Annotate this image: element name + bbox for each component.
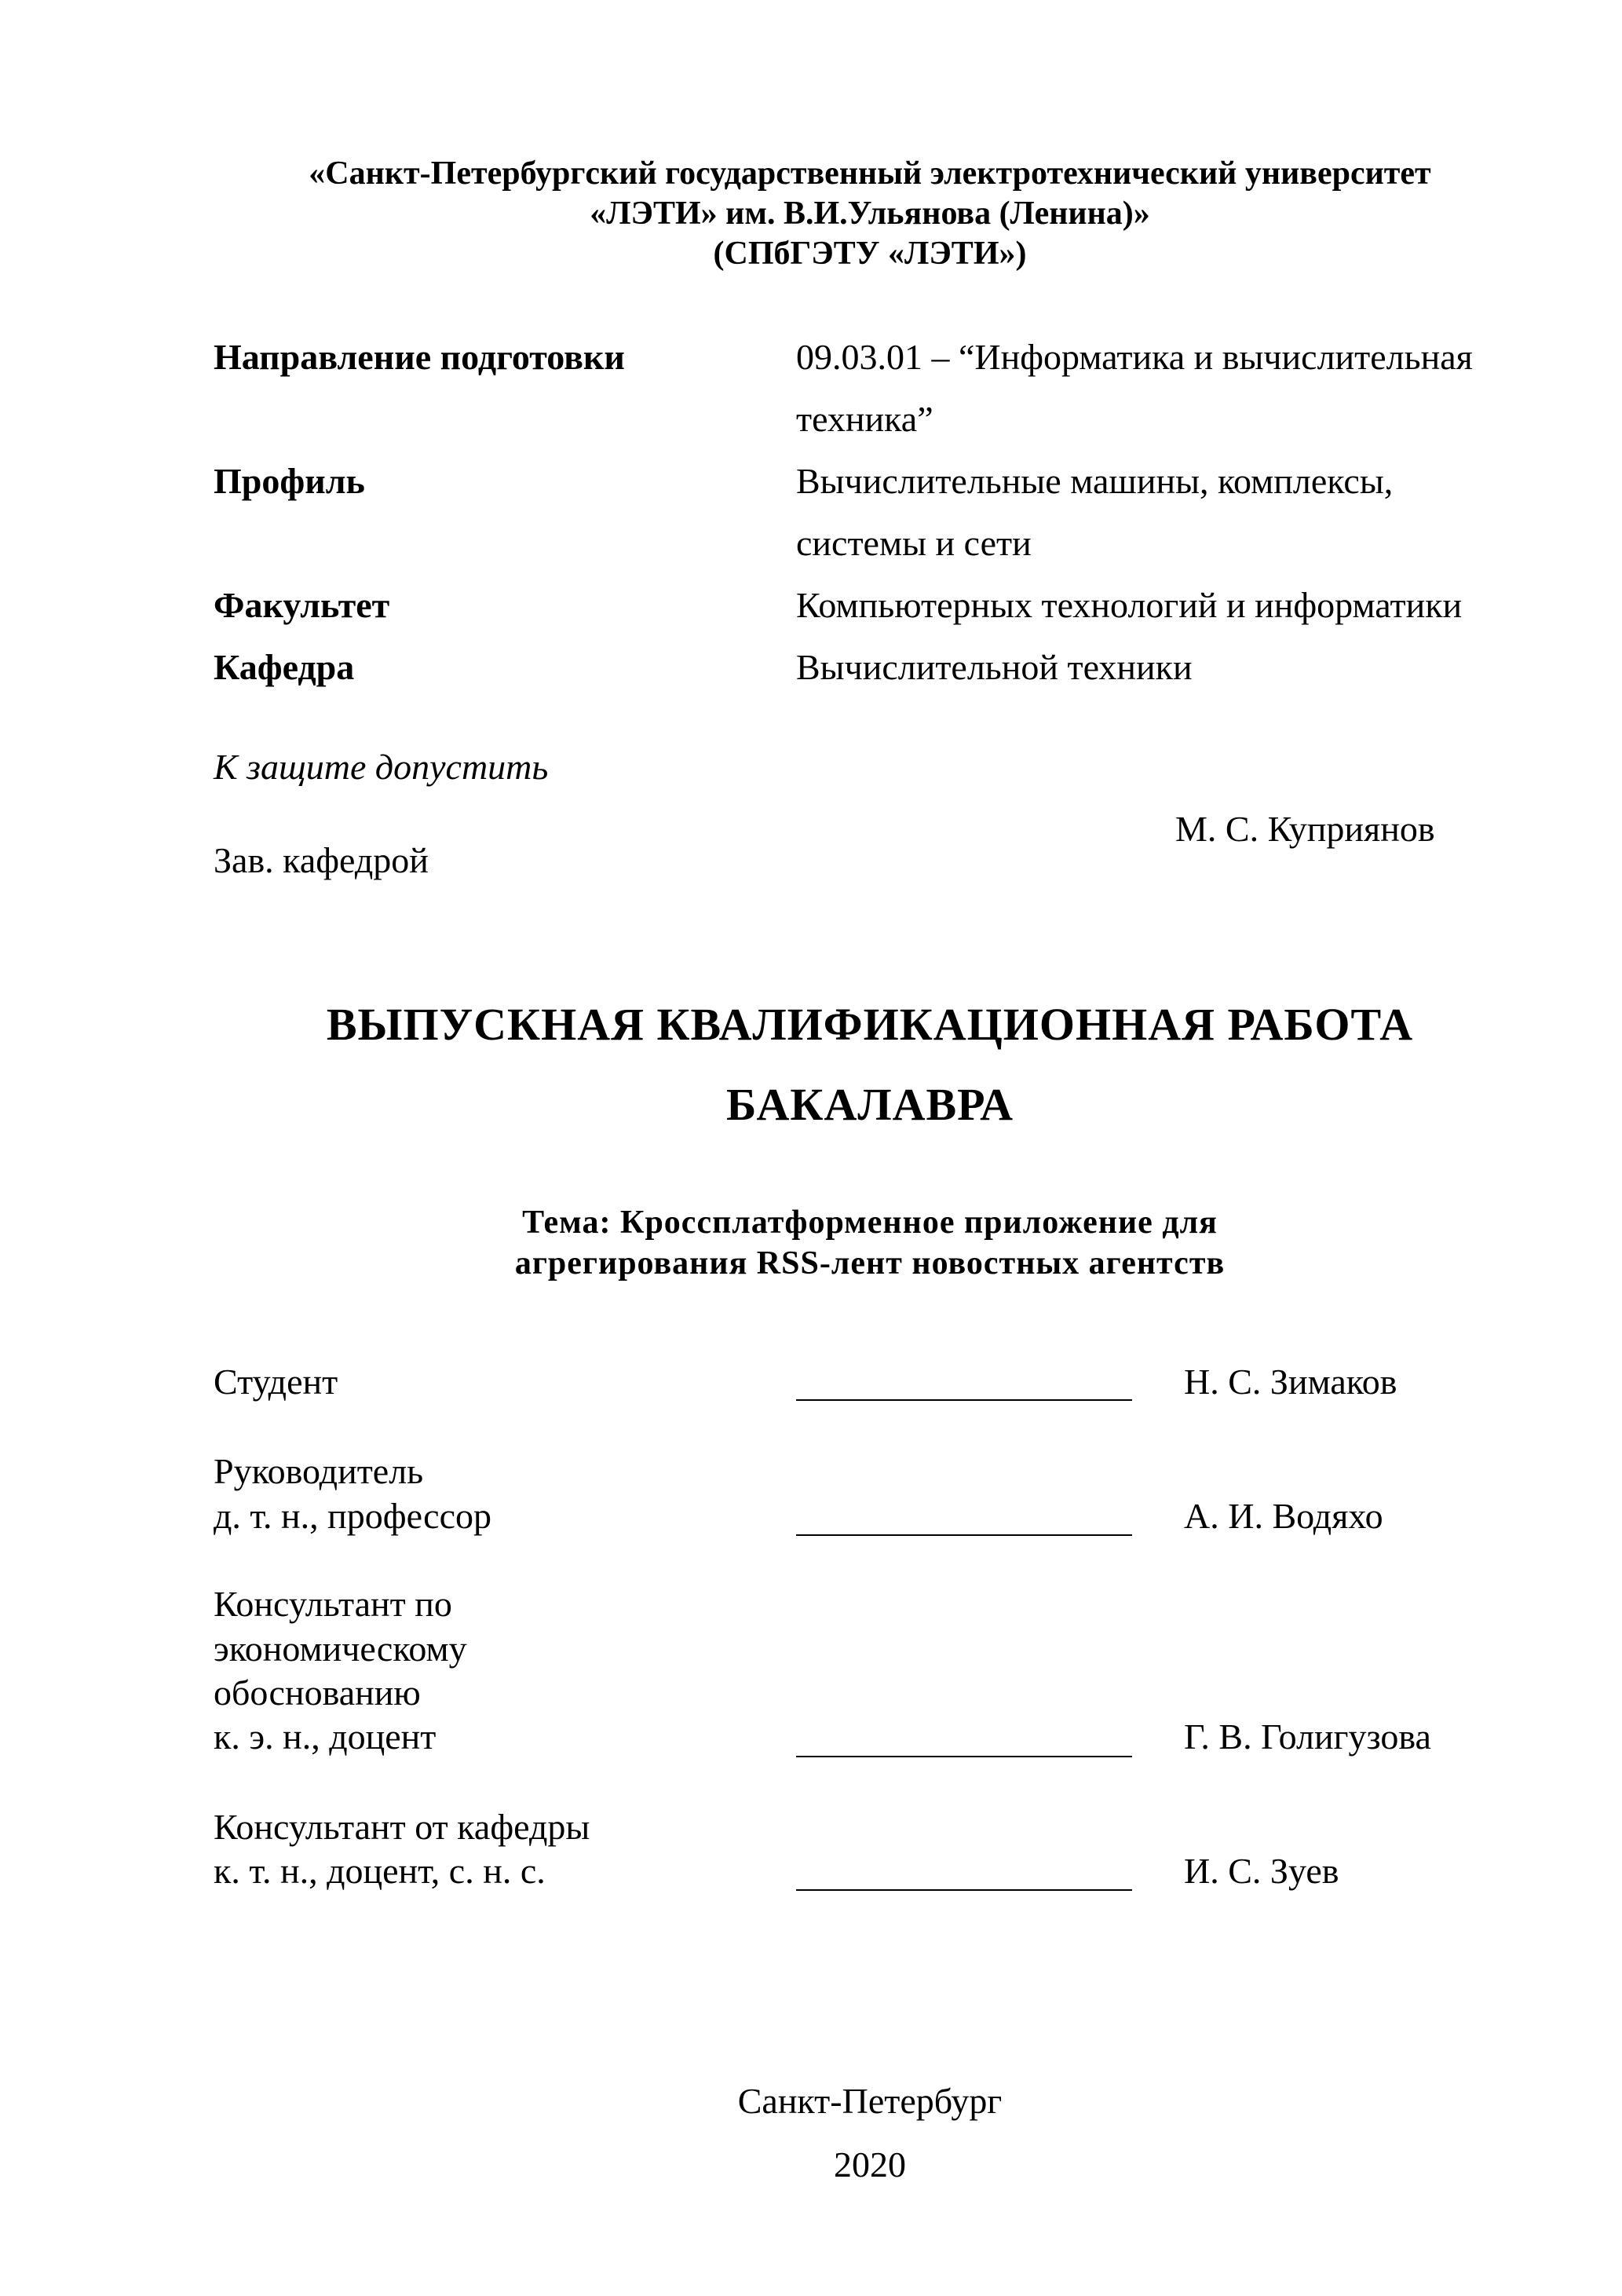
university-name-line-2: «ЛЭТИ» им. В.И.Ульянова (Ленина)» [590, 196, 1150, 232]
year: 2020 [834, 2144, 906, 2184]
field-faculty-value: Компьютерных технологий и информатики [796, 585, 1463, 625]
head-of-department-label: Зав. кафедрой [214, 840, 429, 880]
city: Санкт-Петербург [737, 2081, 1003, 2121]
field-profile-value-1: Вычислительные машины, комплексы, [796, 461, 1394, 501]
department-consultant-signature-line [796, 1889, 1132, 1891]
topic-line-2: агрегирования RSS-лент новостных агентств [514, 1245, 1226, 1281]
field-department-label: Кафедра [214, 647, 355, 687]
document-title-line-2: БАКАЛАВРА [725, 1079, 1014, 1130]
department-consultant-name: И. С. Зуев [1184, 1851, 1339, 1891]
economic-consultant-label-1: Консультант по [214, 1584, 452, 1624]
economic-consultant-label-2: экономическому [214, 1629, 467, 1669]
student-signature-line [796, 1399, 1132, 1401]
field-profile-label: Профиль [214, 461, 365, 501]
field-profile-value-2: системы и сети [796, 523, 1032, 563]
student-name: Н. С. Зимаков [1184, 1362, 1397, 1402]
supervisor-degree: д. т. н., профессор [214, 1496, 491, 1536]
document-title-line-1: ВЫПУСКНАЯ КВАЛИФИКАЦИОННАЯ РАБОТА [326, 999, 1414, 1050]
department-consultant-label: Консультант от кафедры [214, 1807, 590, 1847]
field-direction-label: Направление подготовки [214, 337, 625, 377]
field-direction-value-1: 09.03.01 – “Информатика и вычислительная [796, 337, 1473, 377]
supervisor-label: Руководитель [214, 1451, 424, 1491]
economic-consultant-signature-line [796, 1756, 1132, 1757]
field-department-value: Вычислительной техники [796, 647, 1193, 687]
admit-to-defense: К защите допустить [214, 747, 549, 787]
student-label: Студент [214, 1362, 338, 1402]
department-consultant-degree: к. т. н., доцент, с. н. с. [214, 1851, 546, 1891]
supervisor-signature-line [796, 1534, 1132, 1536]
university-name-line-1: «Санкт-Петербургский государственный электротехнический университет [309, 155, 1431, 192]
economic-consultant-label-3: обоснованию [214, 1673, 421, 1713]
field-direction-value-2: техника” [796, 399, 933, 439]
field-faculty-label: Факультет [214, 585, 390, 625]
economic-consultant-degree: к. э. н., доцент [214, 1717, 437, 1757]
university-abbreviation: (СПбГЭТУ «ЛЭТИ») [713, 236, 1027, 272]
topic-line-1: Тема: Кроссплатформенное приложение для [522, 1205, 1218, 1241]
supervisor-name: А. И. Водяхо [1184, 1496, 1383, 1536]
economic-consultant-name: Г. В. Голигузова [1184, 1717, 1431, 1757]
head-of-department-name: М. С. Куприянов [1175, 809, 1435, 849]
